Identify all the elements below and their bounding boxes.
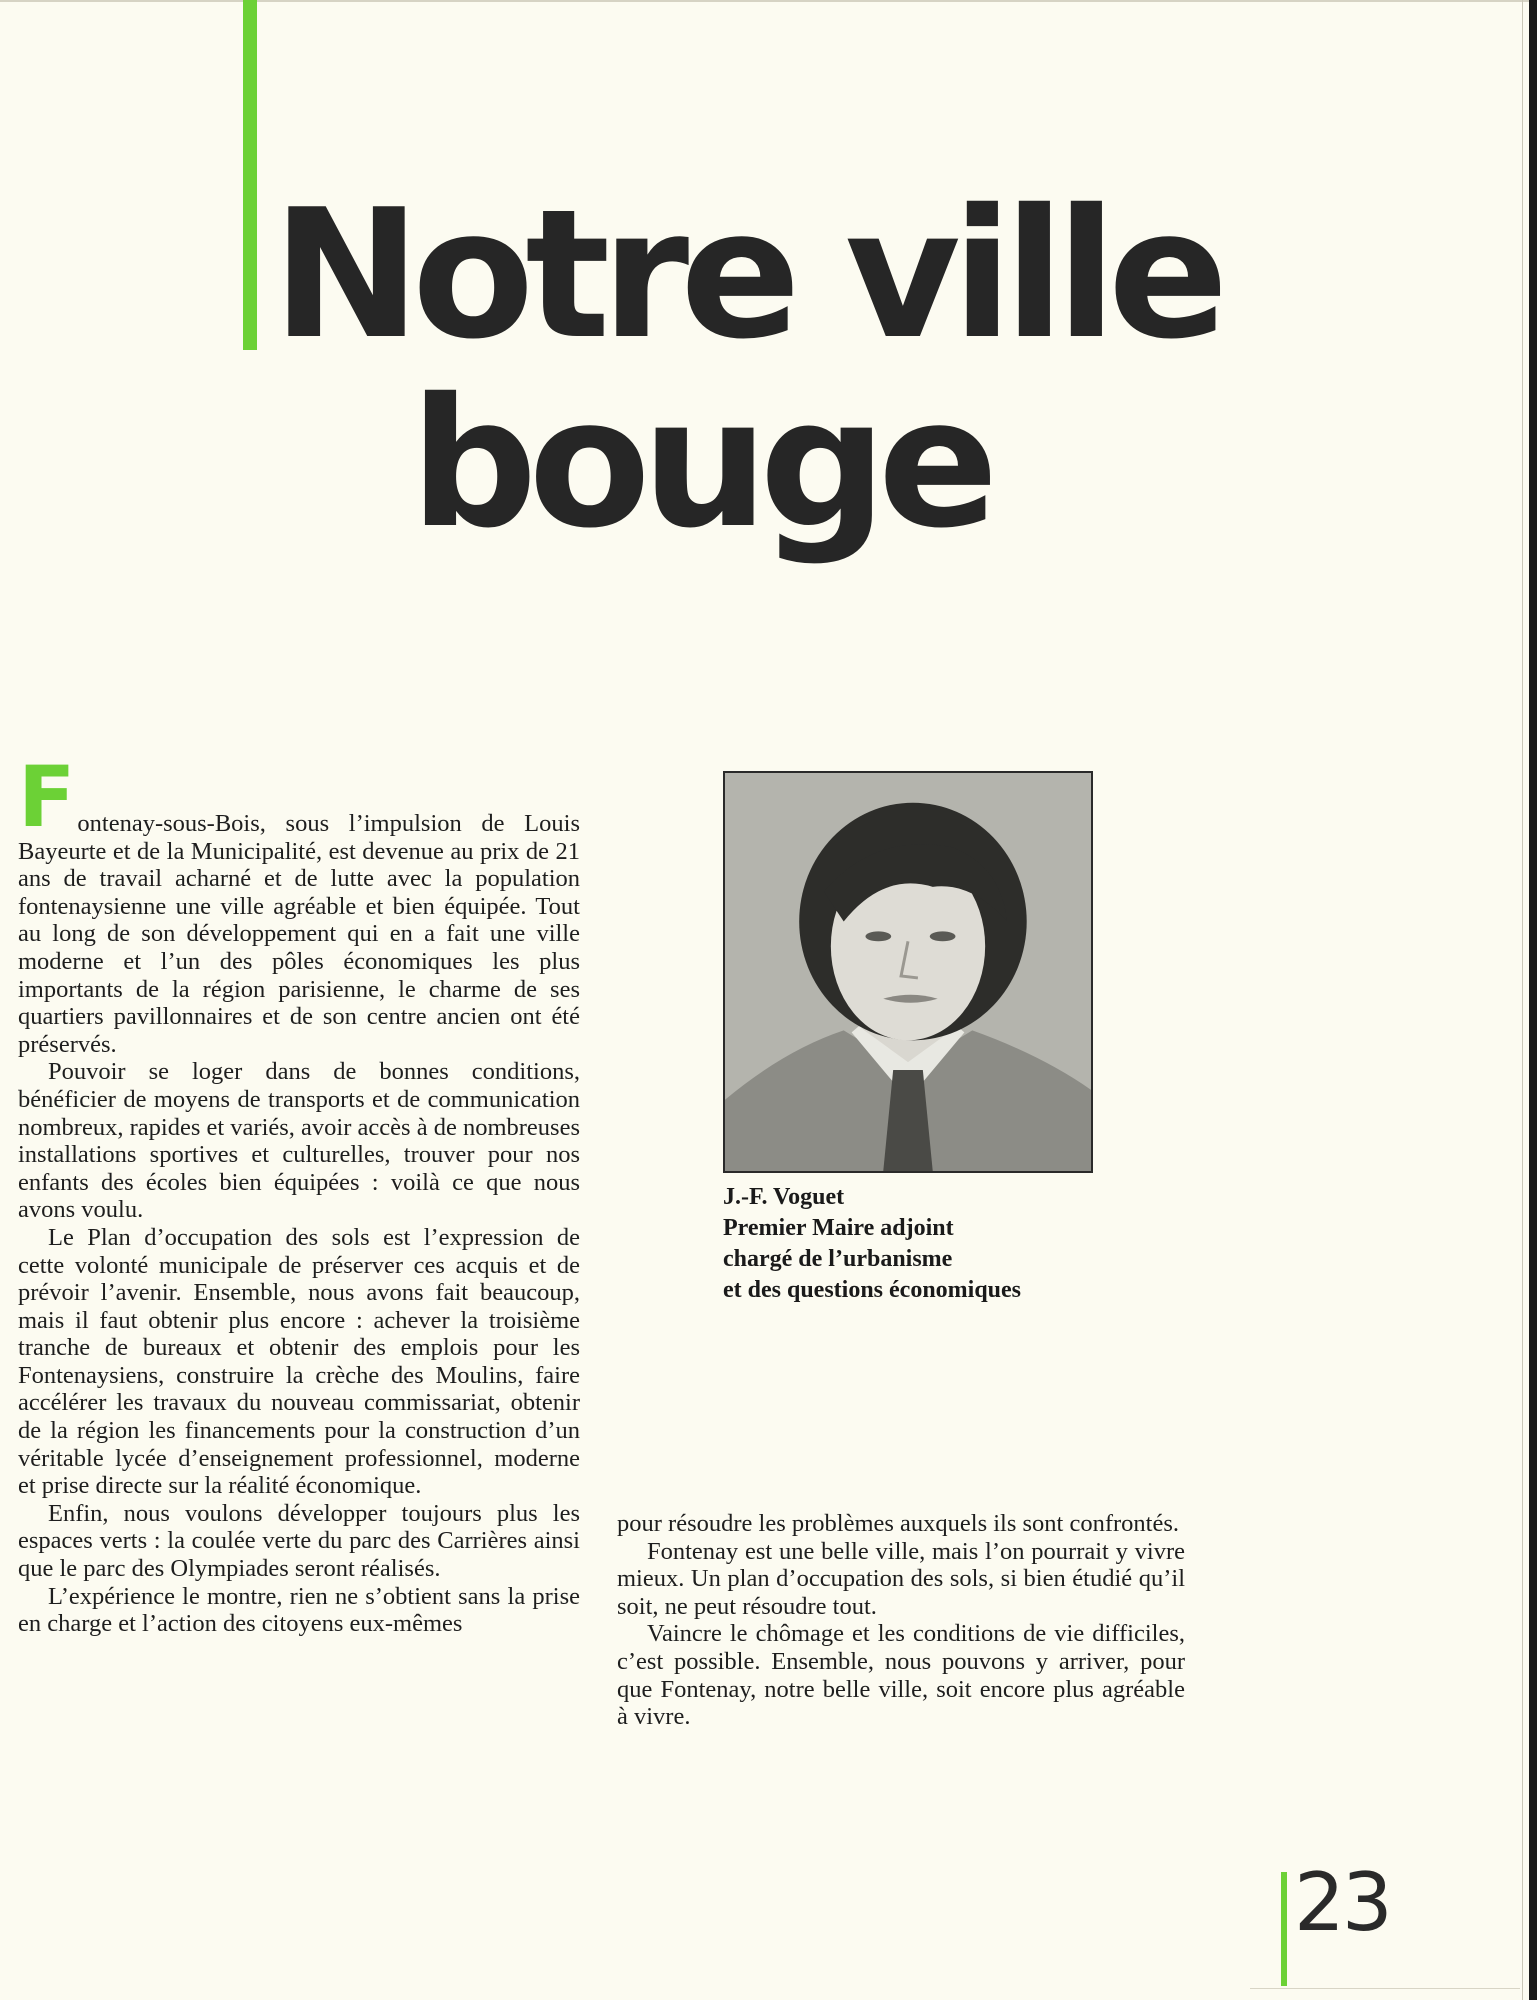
portrait-illustration <box>725 773 1091 1171</box>
paragraph: Enfin, nous voulons développer toujours plus les espaces verts : la coulée verte du parc des Carrières ainsi que le parc des Olympiades seront réalisés. <box>18 1499 580 1583</box>
paragraph: Le Plan d’occupation des sols est l’expression de cette volonté municipale de préserver ces acquis et de prévoir l’avenir. Ensemble, nous avons fait beaucoup, mais il faut obtenir plus encore : achever la troisième tranche de bureaux et obtenir des emplois pour les Fontenaysiens, construire la crèche des Moulins, faire accélérer les travaux du nouveau commissariat, obtenir de la région les financements pour la construction d’un véritable lycée d’enseignement professionnel, moderne et prise directe sur la réalité économique. <box>18 1223 580 1500</box>
paragraph: Pouvoir se loger dans de bonnes conditions, bénéficier de moyens de transports et de communication nombreux, rapides et variés, avoir accès à de nombreuses installations sportives et culturelles, trouver pour nos enfants des écoles bien équipées : voilà ce que nous avons voulu. <box>18 1058 580 1224</box>
drop-cap: F <box>18 748 76 846</box>
paragraph: L’expérience le montre, rien ne s’obtient sans la prise en charge et l’action des citoyens eux-mêmes <box>18 1582 580 1638</box>
bottom-edge-rule <box>1250 1988 1520 1989</box>
paragraph-text: ontenay-sous-Bois, sous l’impulsion de Louis Bayeurte et de la Municipalité, est devenue au prix de 21 ans de travail acharné et de lutte avec la population fontenaysienne une ville agréable et bien équipée. Tout au long de son développement qui en a fait une ville moderne et l’un des pôles économiques les plus importants de la région parisienne, le charme de ses quartiers pavillonnaires et de son centre ancien ont été préservés. <box>18 810 580 1058</box>
headline-line-1: Notre ville <box>272 171 1220 378</box>
photo-grain <box>725 773 1091 1171</box>
paragraph <box>18 748 580 1058</box>
caption-title: Premier Maire adjoint <box>723 1215 954 1241</box>
page-edge-line <box>1522 0 1523 2000</box>
article-column-1 <box>18 748 580 1638</box>
caption-role: chargé de l’urbanisme <box>723 1246 953 1272</box>
top-edge-rule <box>0 0 1537 2</box>
headline <box>272 171 1220 567</box>
paragraph: pour résoudre les problèmes auxquels ils sont confrontés. <box>617 1510 1180 1537</box>
headline-line-2: bouge <box>410 360 990 567</box>
caption-name: J.-F. Voguet <box>723 1184 845 1210</box>
portrait-photo <box>723 771 1093 1173</box>
page-number: 23 <box>1294 1856 1390 1949</box>
article-column-2 <box>617 1510 1185 1731</box>
headline-accent-bar <box>243 0 257 350</box>
paragraph: Fontenay est une belle ville, mais l’on pourrait y vivre mieux. Un plan d’occupation des sols, si bien étudié qu’il soit, ne peut résoudre tout. <box>617 1537 1185 1620</box>
page-edge-shadow <box>1529 0 1537 2000</box>
photo-caption <box>723 1182 1143 1306</box>
page-number-accent-bar <box>1281 1872 1287 1986</box>
paragraph: Vaincre le chômage et les conditions de vie difficiles, c’est possible. Ensemble, nous pouvons y arriver, pour que Fontenay, notre belle ville, soit encore plus agréable à vivre. <box>617 1620 1185 1731</box>
caption-role-continued: et des questions économiques <box>723 1277 1022 1303</box>
